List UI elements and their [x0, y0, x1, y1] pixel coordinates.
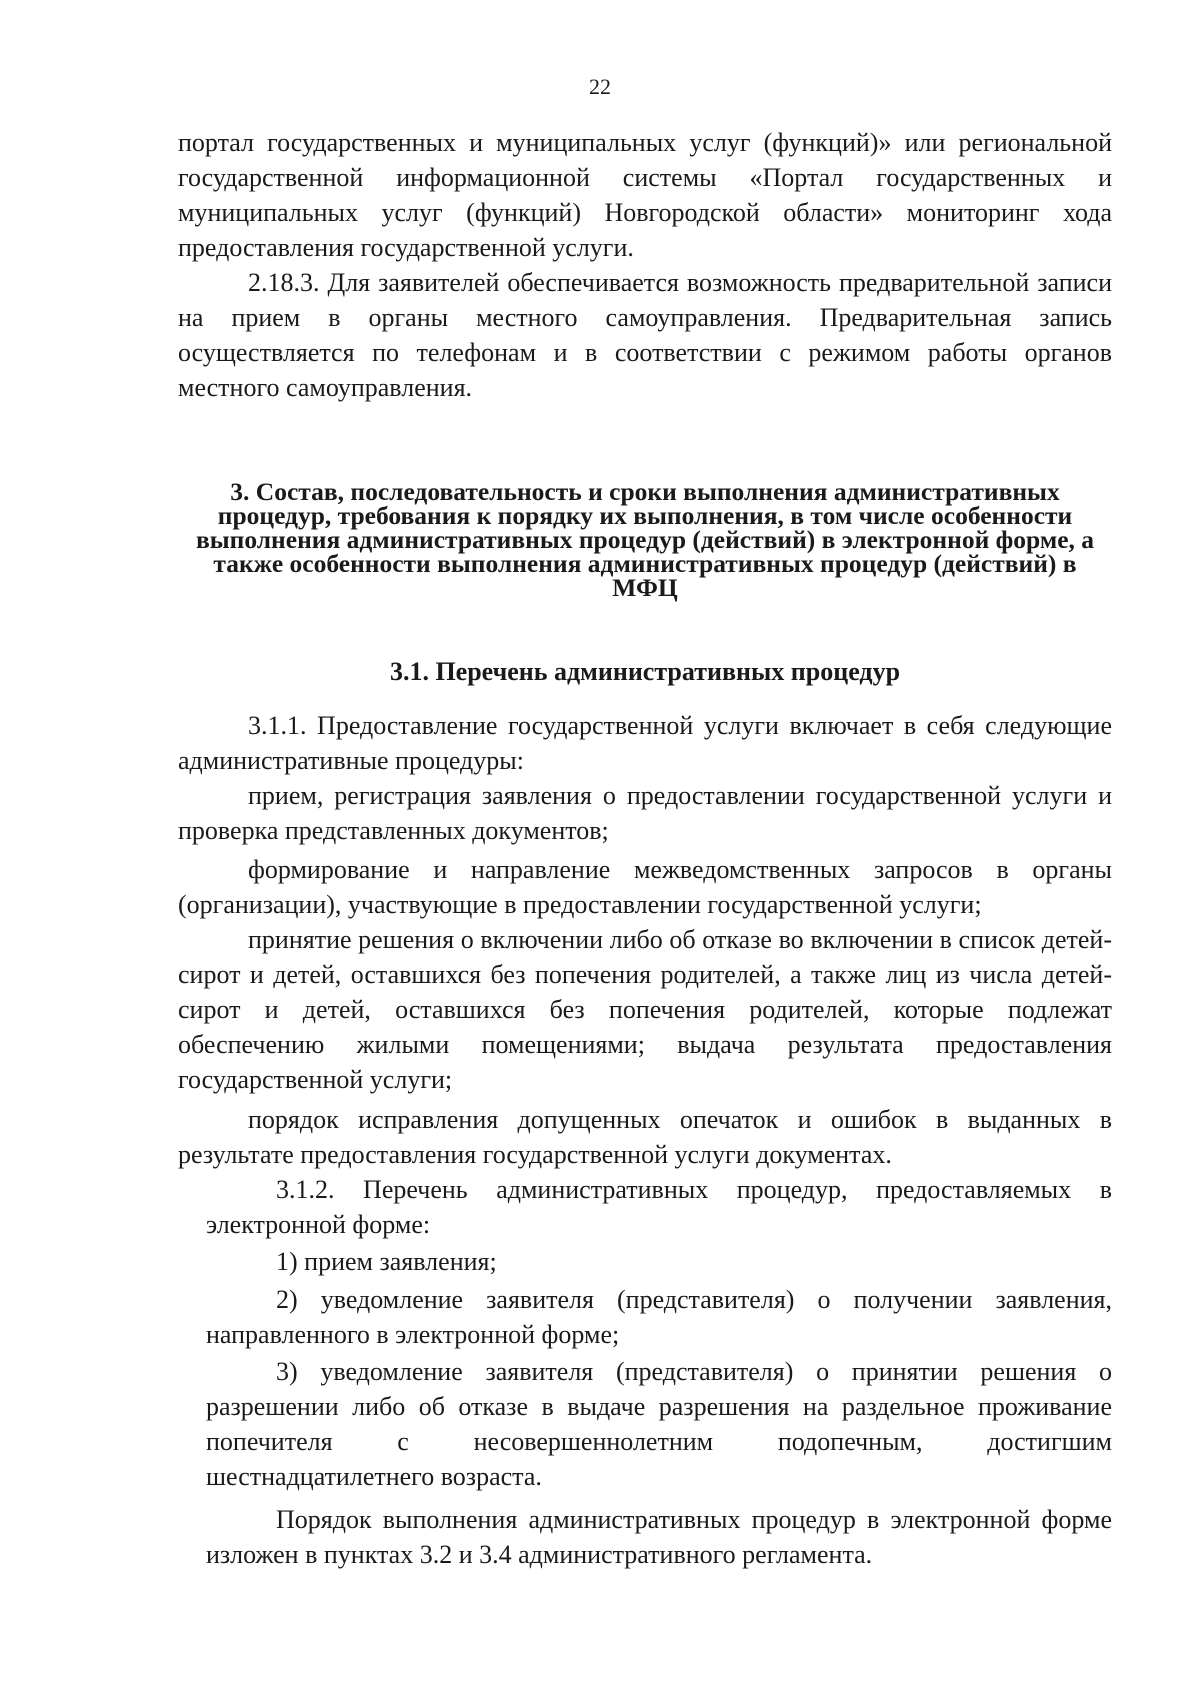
- list-item-reception: прием, регистрация заявления о предоставлении государственной услуги и проверка представленных документов;: [178, 781, 1112, 845]
- electronic-item-3: 3) уведомление заявителя (представителя) о принятии решения о разрешении либо об отказе в выдаче разрешения на раздельное проживание попечителя с несовершеннолетним подопечным, достигшим шестнадцатилетнего возраста.: [206, 1357, 1112, 1491]
- list-item-requests: формирование и направление межведомственных запросов в органы (организации), участвующие в предоставлении государственной услуги;: [178, 855, 1112, 919]
- list-item-corrections: порядок исправления допущенных опечаток и ошибок в выданных в результате предоставления государственной услуги документах.: [178, 1105, 1112, 1169]
- electronic-item-1: 1) прием заявления;: [276, 1247, 497, 1276]
- paragraph-3-1-1: 3.1.1. Предоставление государственной услуги включает в себя следующие административные процедуры:: [178, 711, 1112, 775]
- paragraph-2-18-3: 2.18.3. Для заявителей обеспечивается возможность предварительной записи на прием в органы местного самоуправления. Предварительная запись осуществляется по телефонам и в соответствии с режимом работы органов местного самоуправления.: [178, 268, 1112, 402]
- paragraph-intro: портал государственных и муниципальных услуг (функций)» или региональной государственной информационной системы «Портал государственных и муниципальных услуг (функций) Новгородской области» мониторинг хода предоставления государственной услуги.: [178, 128, 1112, 262]
- paragraph-order: Порядок выполнения административных процедур в электронной форме изложен в пунктах 3.2 и 3.4 административного регламента.: [206, 1505, 1112, 1569]
- list-item-decision: принятие решения о включении либо об отказе во включении в список детей-сирот и детей, оставшихся без попечения родителей, а также лиц из числа детей-сирот и детей, оставшихся без попечения родителей, которые подлежат обеспечению жилыми помещениями; выдача результата предоставления государственной услуги;: [178, 925, 1112, 1094]
- page-number: 22: [589, 74, 611, 99]
- section-3-1-heading: 3.1. Перечень административных процедур: [389, 657, 901, 686]
- electronic-item-2: 2) уведомление заявителя (представителя) о получении заявления, направленного в электронной форме;: [206, 1285, 1112, 1349]
- paragraph-3-1-2: 3.1.2. Перечень административных процедур, предоставляемых в электронной форме:: [206, 1175, 1112, 1239]
- section-3-heading: 3. Состав, последовательность и сроки выполнения административных процедур, требования к порядку их выполнения, в том числе особенности выполнения административных процедур (действий) в электронной форме, а также особенности выполнения административных процедур (действий) в МФЦ: [195, 477, 1095, 602]
